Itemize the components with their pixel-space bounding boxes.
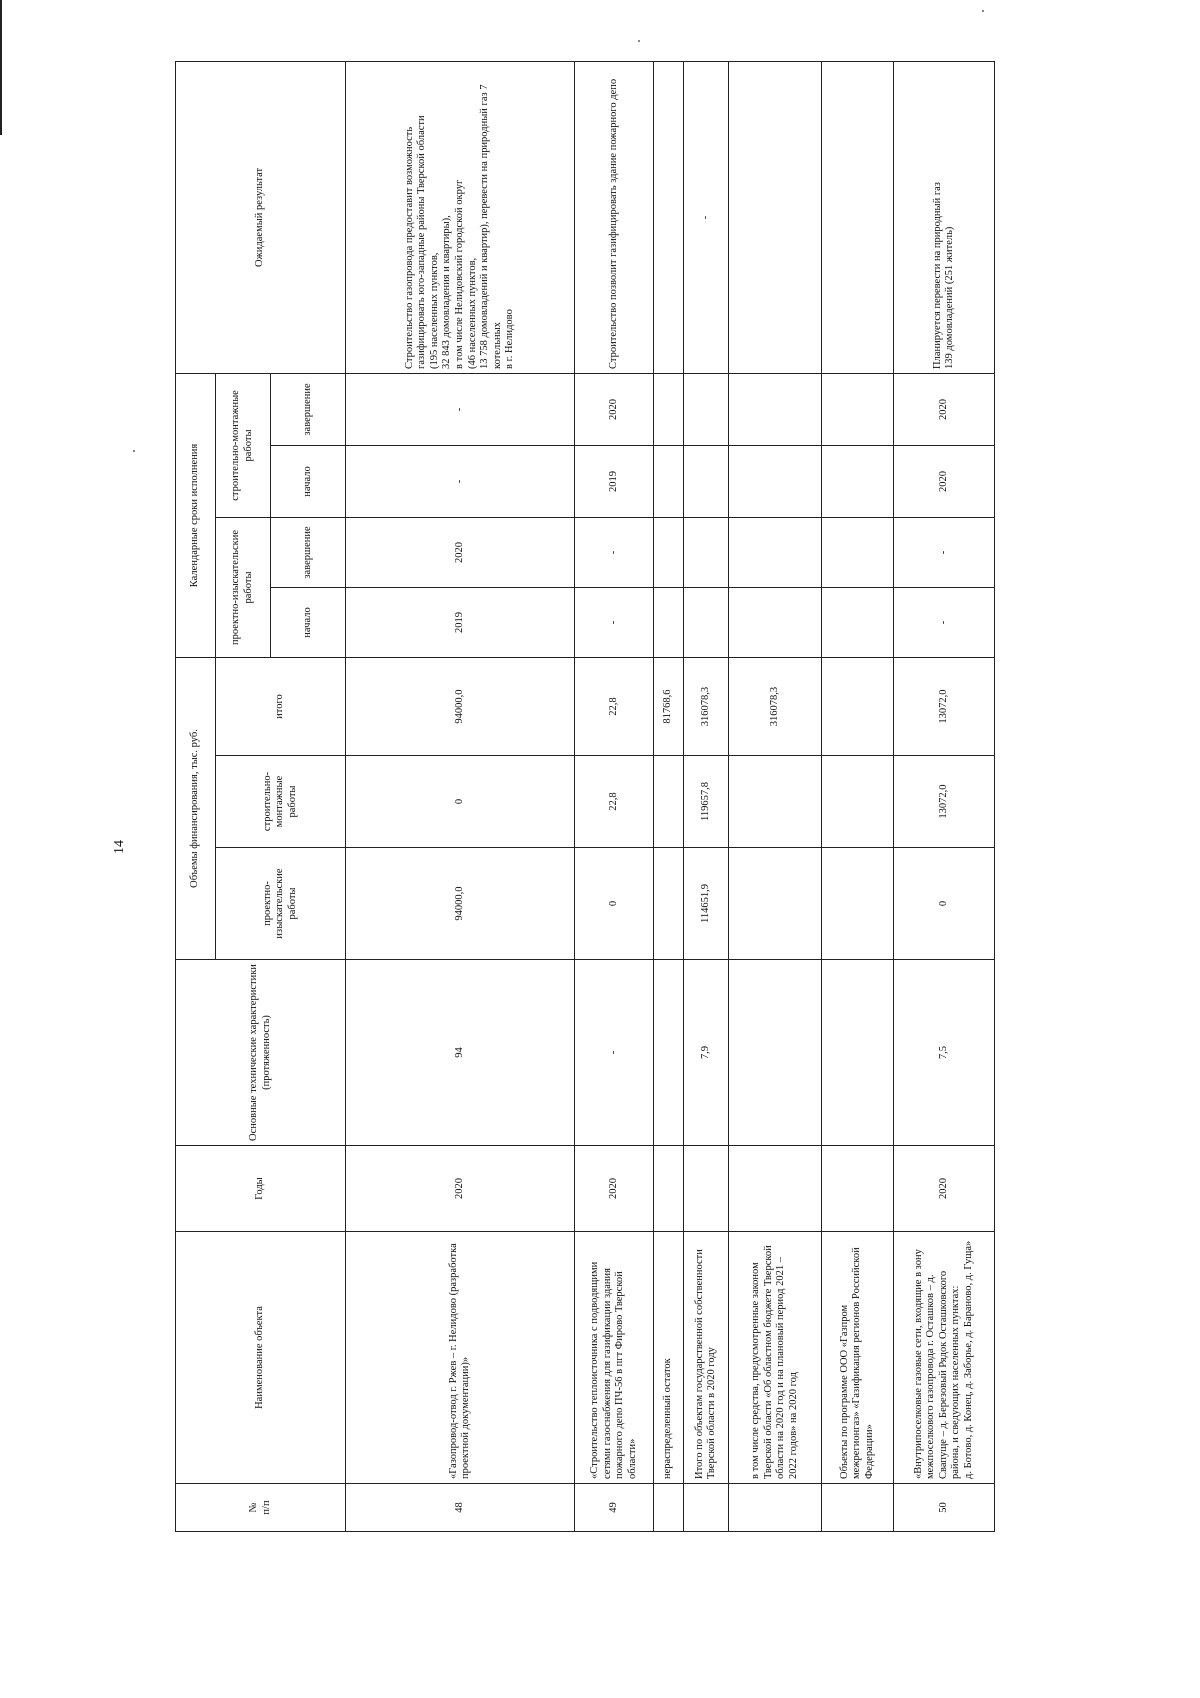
row-year [729, 1146, 822, 1232]
row-year: 2020 [346, 1146, 575, 1232]
row-total: 13072,0 [894, 657, 995, 755]
row-name: Итого по объектам государственной собственности Тверской области в 2020 году [684, 1232, 729, 1484]
row-tech [821, 960, 893, 1146]
row-num: 48 [346, 1484, 575, 1532]
row-tech: 7,9 [684, 960, 729, 1146]
row-construction-end: 2020 [894, 373, 995, 445]
row-year [684, 1146, 729, 1232]
table-row [346, 61, 575, 1531]
header-pir: проектно-изыскательские работы [216, 848, 346, 960]
row-construction-end [729, 373, 822, 445]
header-design-end: завершение [271, 517, 346, 587]
row-name: «Строительство теплоисточника с подводящими сетями газоснабжения для газификации здания пожарного депо ПЧ-56 в пгт Фирово Тверской области» [575, 1232, 653, 1484]
row-design-end: - [894, 517, 995, 587]
row-tech [729, 960, 822, 1146]
row-design-end: 2020 [346, 517, 575, 587]
row-construction-start [729, 445, 822, 517]
row-smr [729, 756, 822, 848]
table-row [684, 61, 729, 1531]
row-result: - [684, 61, 729, 373]
row-design-start: 2019 [346, 587, 575, 657]
row-num [729, 1484, 822, 1532]
row-pir: 0 [575, 848, 653, 960]
header-design-start: начало [271, 587, 346, 657]
row-construction-start [684, 445, 729, 517]
row-name: «Внутрипоселковые газовые сети, входящие в зону межпоселкового газопровода г. Осташков – д. Свапуще – д. Березовый Рядок Осташковского района, и сведующих населенных пунктах: д. Ботово, д. Конец, д. Заборье, д. Бараново, д. Гуща» [894, 1232, 995, 1484]
row-name: «Газопровод-отвод г. Ржев – г. Нелидово (разработка проектной документации)» [346, 1232, 575, 1484]
header-smr: строительно-монтажные работы [216, 756, 346, 848]
header-total: итого [216, 657, 346, 755]
row-design-end [729, 517, 822, 587]
row-construction-end [821, 373, 893, 445]
row-pir: 94000,0 [346, 848, 575, 960]
row-tech: - [575, 960, 653, 1146]
table-row [821, 61, 893, 1531]
row-construction-start [653, 445, 683, 517]
row-design-end: - [575, 517, 653, 587]
row-construction-start: - [346, 445, 575, 517]
row-total: 316078,3 [684, 657, 729, 755]
row-design-start: - [575, 587, 653, 657]
row-design-end [653, 517, 683, 587]
row-pir [653, 848, 683, 960]
header-tech: Основные технические характеристики (протяженность) [176, 960, 346, 1146]
row-result: Планируется перевести на природный газ 139 домовладений (251 житель) [894, 61, 995, 373]
row-design-start [729, 587, 822, 657]
rotated-table-container [175, 62, 995, 1532]
row-year [653, 1146, 683, 1232]
header-construction-group: строительно-монтажные работы [216, 373, 271, 517]
objects-table [175, 61, 995, 1532]
row-name: Объекты по программе ООО «Газпром межрегионгаз» «Газификация регионов Российской Федерации» [821, 1232, 893, 1484]
row-design-start [684, 587, 729, 657]
header-finance-group: Объемы финансирования, тыс. руб. [176, 657, 216, 959]
row-pir: 114651,9 [684, 848, 729, 960]
row-total [821, 657, 893, 755]
row-result [729, 61, 822, 373]
row-tech [653, 960, 683, 1146]
row-design-start [821, 587, 893, 657]
row-pir: 0 [894, 848, 995, 960]
row-total: 81768,6 [653, 657, 683, 755]
row-name: в том числе средства, предусмотренные законом Тверской области «Об областном бюджете Тверской области на 2020 год и на плановый период 2021 – 2022 годов» на 2020 год [729, 1232, 822, 1484]
row-construction-start: 2019 [575, 445, 653, 517]
header-terms-group: Календарные сроки исполнения [176, 373, 216, 657]
row-construction-end [653, 373, 683, 445]
row-pir [821, 848, 893, 960]
row-design-start: - [894, 587, 995, 657]
scan-speck [133, 450, 135, 452]
header-design-group: проектно-изыскательские работы [216, 517, 271, 657]
row-result [821, 61, 893, 373]
table-row [729, 61, 822, 1531]
row-smr: 119657,8 [684, 756, 729, 848]
row-smr: 0 [346, 756, 575, 848]
row-year: 2020 [894, 1146, 995, 1232]
row-smr [821, 756, 893, 848]
row-total: 316078,3 [729, 657, 822, 755]
page-number: 14 [112, 840, 127, 854]
row-construction-start [821, 445, 893, 517]
row-design-start [653, 587, 683, 657]
table-row [894, 61, 995, 1531]
row-tech: 7,5 [894, 960, 995, 1146]
row-construction-end: 2020 [575, 373, 653, 445]
row-pir [729, 848, 822, 960]
row-smr: 13072,0 [894, 756, 995, 848]
row-construction-end: - [346, 373, 575, 445]
row-num: 49 [575, 1484, 653, 1532]
header-num: № п/п [176, 1484, 346, 1532]
row-total: 94000,0 [346, 657, 575, 755]
row-construction-end [684, 373, 729, 445]
row-smr [653, 756, 683, 848]
row-num [684, 1484, 729, 1532]
row-num [821, 1484, 893, 1532]
scan-speck [982, 10, 984, 12]
row-num: 50 [894, 1484, 995, 1532]
row-year [821, 1146, 893, 1232]
row-total: 22,8 [575, 657, 653, 755]
row-construction-start: 2020 [894, 445, 995, 517]
row-design-end [821, 517, 893, 587]
row-tech: 94 [346, 960, 575, 1146]
row-result [653, 61, 683, 373]
header-name: Наименование объекта [176, 1232, 346, 1484]
row-result: Строительство позволит газифицировать здание пожарного депо [575, 61, 653, 373]
header-years: Годы [176, 1146, 346, 1232]
header-result: Ожидаемый результат [176, 61, 346, 373]
scan-edge-mark [0, 0, 2, 135]
row-design-end [684, 517, 729, 587]
row-year: 2020 [575, 1146, 653, 1232]
row-num [653, 1484, 683, 1532]
row-smr: 22,8 [575, 756, 653, 848]
row-name: нераспределенный остаток [653, 1232, 683, 1484]
scan-speck [638, 40, 640, 42]
table-row [575, 61, 653, 1531]
row-result: Строительство газопровода предоставит возможность газифицировать юго-западные районы Тверской области (195 населенных пунктов, 32 843 домовладения и квартиры), в том числе Нелидовский городской округ (46 населенных пунктов, 13 758 домовладений и квартир), перевести на природный газ 7 котельных в г. Нелидово [346, 61, 575, 373]
header-construction-start: начало [271, 445, 346, 517]
header-construction-end: завершение [271, 373, 346, 445]
table-row [653, 61, 683, 1531]
